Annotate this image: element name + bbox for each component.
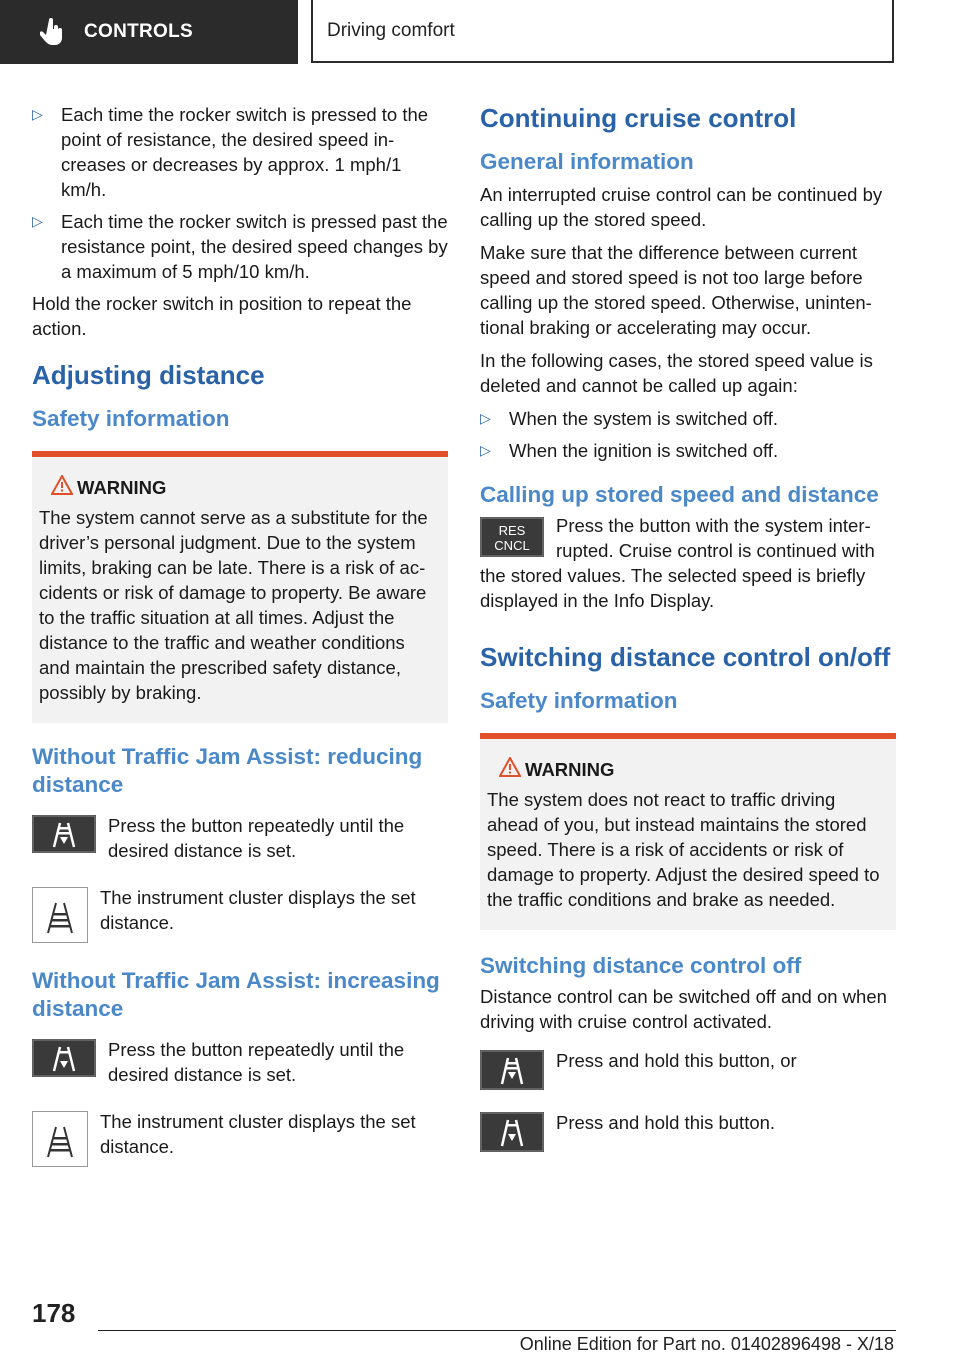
- general-paragraph-1: An interrupted cruise control can be continued by calling up the stored speed.: [480, 184, 883, 230]
- hand-pointer-icon: [40, 18, 64, 46]
- res-cncl-row: [480, 513, 896, 613]
- heading-safety-information-2: Safety information: [480, 688, 678, 713]
- warning-text: The system cannot serve as a substitute for the driver’s personal judgment. Due to the system limits, braking can be late. There is a risk of ac-cidents or risk of damage to property. Be aware to the traffic situation at all times. Adjust the distance to the traffic and weather conditions and maintain the prescribed safety distance, possibly by braking.: [39, 507, 428, 703]
- press-hold-or-text: Press and hold this button, or: [556, 1050, 797, 1071]
- increase-cluster-row: [32, 1109, 448, 1167]
- heading-safety-information: Safety information: [32, 406, 230, 431]
- heading-switching-off: Switching distance control off: [480, 953, 802, 978]
- list-item: ▷ Each time the rocker switch is pressed to the point of resistance, the desired speed in-creases or decreases by approx. 1 mph/1 km/h.: [32, 104, 429, 200]
- left-column: [32, 102, 448, 1179]
- heading-continuing-cruise-control: Continuing cruise control: [480, 103, 797, 133]
- reduce-button-row: [32, 813, 448, 863]
- heading-calling-up-stored-speed: Calling up stored speed and distance: [480, 482, 879, 507]
- right-column: [480, 102, 896, 1164]
- warning-title-row: [39, 477, 440, 499]
- warning-box-2: [480, 733, 896, 930]
- increase-press-text: Press the button repeatedly until the desired distance is set.: [108, 1039, 405, 1085]
- reduce-cluster-text: The instrument cluster displays the set distance.: [100, 887, 416, 933]
- warning-box: [32, 451, 448, 723]
- calling-text: Press the button with the system inter-rupted. Cruise control is continued with the stored values. The selected speed is briefly displayed in the Info Display.: [480, 515, 875, 611]
- off-paragraph: Distance control can be switched off and on when driving with cruise control activated.: [480, 986, 887, 1032]
- list-item: ▷ When the ignition is switched off.: [480, 440, 779, 461]
- triangle-bullet-icon: ▷: [32, 106, 43, 122]
- page-number: 178: [32, 1298, 76, 1328]
- warning-title-row: [487, 759, 888, 781]
- general-paragraph-2: Make sure that the difference between current speed and stored speed is not too large before calling up the stored speed. Otherwise, uninten-tional braking or accelerating may occur.: [480, 242, 872, 338]
- heading-increasing-distance: Without Traffic Jam Assist: increasing distance: [32, 968, 440, 1021]
- reduce-cluster-row: [32, 885, 448, 943]
- section-title: CONTROLS: [84, 21, 194, 42]
- press-hold-row-2: [480, 1110, 896, 1152]
- deleted-cases-bullets: [480, 406, 896, 463]
- res-cncl-button-icon: [480, 517, 544, 557]
- speed-bullets: [32, 102, 448, 284]
- warning-text: The system does not react to traffic driving ahead of you, but instead maintains the stored speed. There is a risk of accidents or risk of damage to property. Adjust the desired speed to the traffic conditions and brake as needed.: [487, 789, 880, 910]
- cluster-distance-display-icon: [32, 887, 88, 943]
- hold-paragraph: Hold the rocker switch in position to repeat the action.: [32, 293, 412, 339]
- heading-adjusting-distance: Adjusting distance: [32, 360, 265, 390]
- triangle-bullet-icon: ▷: [480, 410, 491, 426]
- distance-reduce-button-icon: [32, 815, 96, 853]
- footer-divider: [98, 1330, 896, 1331]
- svg-text:RES: RES: [498, 523, 526, 538]
- increase-button-row: [32, 1037, 448, 1087]
- heading-reducing-distance: Without Traffic Jam Assist: reducing distance: [32, 744, 423, 797]
- list-item: ▷ Each time the rocker switch is pressed past the resistance point, the desired speed changes by a maximum of 5 mph/10 km/h.: [32, 211, 448, 282]
- distance-reduce-button-icon: [480, 1050, 544, 1090]
- svg-text:CNCL: CNCL: [494, 538, 530, 553]
- chapter-tab: [311, 0, 894, 63]
- cluster-distance-display-icon: [32, 1111, 88, 1167]
- chapter-title: Driving comfort: [327, 19, 455, 41]
- distance-increase-button-icon: [32, 1039, 96, 1077]
- warning-title: WARNING: [525, 759, 615, 780]
- warning-triangle-icon: [499, 757, 521, 777]
- triangle-bullet-icon: ▷: [480, 442, 491, 458]
- list-item: ▷ When the system is switched off.: [480, 408, 779, 429]
- edition-text: Online Edition for Part no. 01402896498 - X/18: [519, 1334, 894, 1354]
- distance-increase-button-icon: [480, 1112, 544, 1152]
- general-paragraph-3: In the following cases, the stored speed value is deleted and cannot be called up again:: [480, 350, 873, 396]
- press-hold-row-1: [480, 1048, 896, 1090]
- warning-title: WARNING: [77, 477, 167, 498]
- section-tab: [0, 0, 298, 64]
- heading-general-information: General information: [480, 149, 694, 174]
- reduce-press-text: Press the button repeatedly until the desired distance is set.: [108, 815, 405, 861]
- warning-triangle-icon: [51, 475, 73, 495]
- heading-switching-distance-control: Switching distance control on/off: [480, 642, 891, 672]
- increase-cluster-text: The instrument cluster displays the set distance.: [100, 1111, 416, 1157]
- press-hold-text: Press and hold this button.: [556, 1112, 776, 1133]
- triangle-bullet-icon: ▷: [32, 213, 43, 229]
